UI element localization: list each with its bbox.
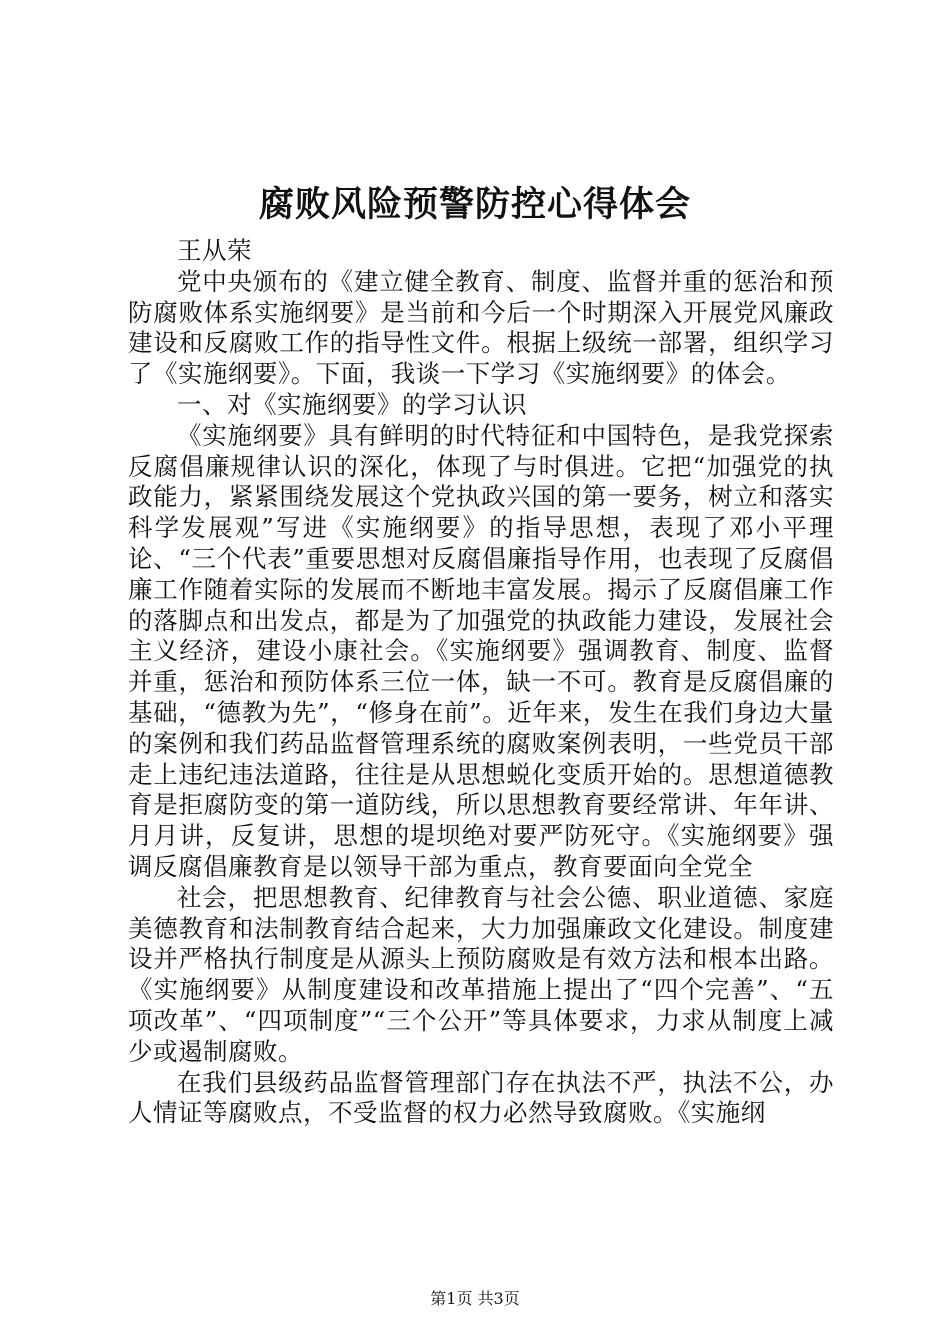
paragraph-last: 在我们县级药品监督管理部门存在执法不严，执法不公，办人情证等腐败点，不受监督的权力必然导致腐败。《实施纲 [128, 1067, 834, 1128]
document-title: 腐败风险预警防控心得体会 [258, 184, 691, 225]
page-footer: 第1页 共3页 [430, 1289, 520, 1308]
section-heading: 一、对《实施纲要》的学习认识 [177, 389, 527, 419]
author-line: 王从荣 [177, 236, 252, 265]
paragraph-intro: 党中央颁布的《建立健全教育、制度、监督并重的惩治和预防腐败体系实施纲要》是当前和今后一个时期深入开展党风廉政建设和反腐败工作的指导性文件。根据上级统一部署，组织学习了《实施纲要》。下面，我谈一下学习《实施纲要》的体会。 [128, 266, 834, 389]
paragraph-main: 《实施纲要》具有鲜明的时代特征和中国特色，是我党探索反腐倡廉规律认识的深化，体现了与时俱进。它把“加强党的执政能力，紧紧围绕发展这个党执政兴国的第一要务，树立和落实科学发展观”写进《实施纲要》的指导思想，表现了邓小平理论、“三个代表”重要思想对反腐倡廉指导作用，也表现了反腐倡廉工作随着实际的发展而不断地丰富发展。揭示了反腐倡廉工作的落脚点和出发点，都是为了加强党的执政能力建设，发展社会主义经济，建设小康社会。《实施纲要》强调教育、制度、监督并重，惩治和预防体系三位一体，缺一不可。教育是反腐倡廉的基础，“德教为先”，“修身在前”。近年来，发生在我们身边大量的案例和我们药品监督管理系统的腐败案例表明，一些党员干部走上违纪违法道路，往往是从思想蜕化变质开始的。思想道德教育是拒腐防变的第一道防线，所以思想教育要经常讲、年年讲、月月讲，反复讲，思想的堤坝绝对要严防死守。《实施纲要》强调反腐倡廉教育是以领导干部为重点，教育要面向全党全 [128, 420, 834, 881]
document-body [128, 236, 834, 1129]
paragraph-continued: 社会，把思想教育、纪律教育与社会公德、职业道德、家庭美德教育和法制教育结合起来，大力加强廉政文化建设。制度建设并严格执行制度是从源头上预防腐败是有效方法和根本出路。《实施纲要》从制度建设和改革措施上提出了“四个完善”、“五项改革”、“四项制度”“三个公开”等具体要求，力求从制度上减少或遏制腐败。 [128, 882, 834, 1066]
